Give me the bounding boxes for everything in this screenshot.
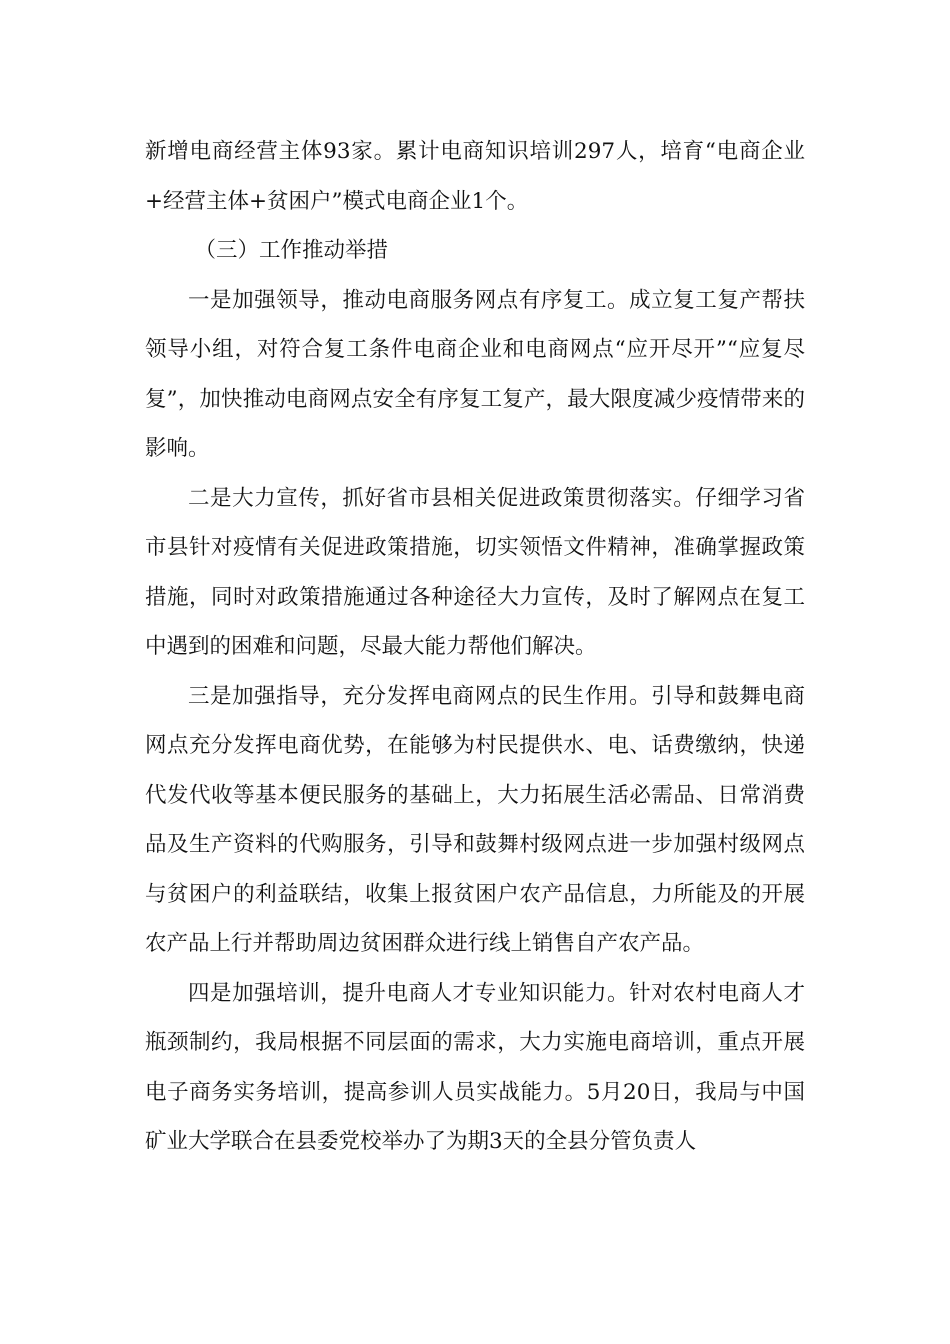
paragraph-guidance: 三是加强指导，充分发挥电商网点的民生作用。引导和鼓舞电商网点充分发挥电商优势，在能够为村民提供水、电、话费缴纳，快递代发代收等基本便民服务的基础上，大力拓展生活必需品、日常消费品及生产资料的代购服务，引导和鼓舞村级网点进一步加强村级网点与贫困户的利益联结，收集上报贫困户农产品信息，力所能及的开展农产品上行并帮助周边贫困群众进行线上销售自产农产品。 [145, 683, 805, 956]
document-body [145, 127, 805, 1167]
paragraph-publicity: 二是大力宣传，抓好省市县相关促进政策贯彻落实。仔细学习省市县针对疫情有关促进政策措施，切实领悟文件精神，准确掌握政策措施，同时对政策措施通过各种途径大力宣传，及时了解网点在复工中遇到的困难和问题，尽最大能力帮他们解决。 [145, 485, 805, 659]
paragraph-continuation: 新增电商经营主体93家。累计电商知识培训297人，培育“电商企业+经营主体+贫困户”模式电商企业1个。 [145, 139, 805, 214]
paragraph-leadership: 一是加强领导，推动电商服务网点有序复工。成立复工复产帮扶领导小组，对符合复工条件电商企业和电商网点“应开尽开”“应复尽复”，加快推动电商网点安全有序复工复产，最大限度减少疫情带来的影响。 [145, 287, 805, 461]
section-heading: （三）工作推动举措 [194, 238, 388, 263]
paragraph-training: 四是加强培训，提升电商人才专业知识能力。针对农村电商人才瓶颈制约，我局根据不同层面的需求，大力实施电商培训，重点开展电子商务实务培训，提高参训人员实战能力。5月20日，我局与中国矿业大学联合在县委党校举办了为期3天的全县分管负责人 [145, 980, 805, 1154]
